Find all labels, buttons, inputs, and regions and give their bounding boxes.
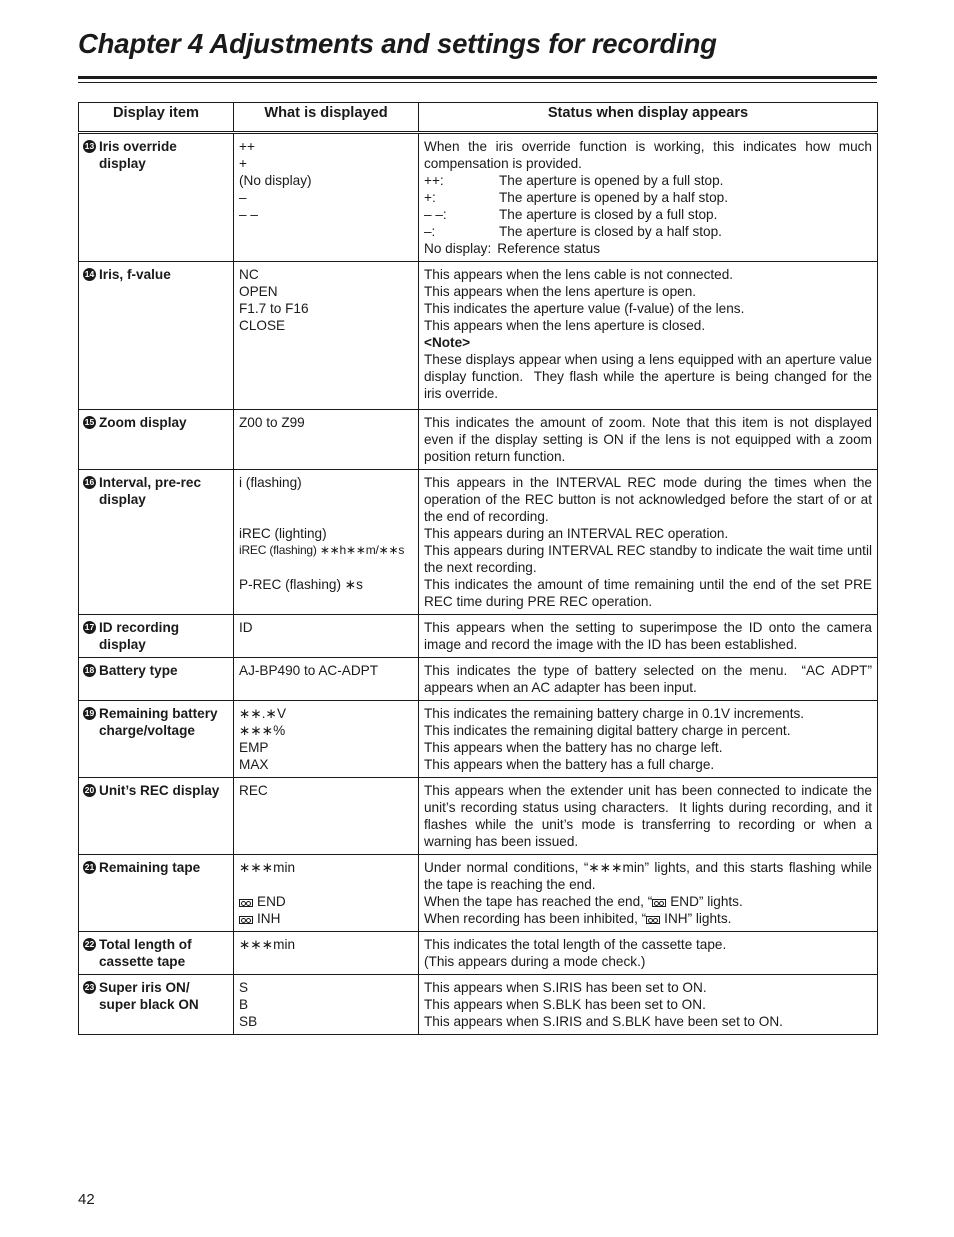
displayed-value: ID — [239, 620, 253, 635]
header-status: Status when display appears — [419, 103, 878, 133]
status-text: Under normal conditions, “∗∗∗min” lights, and this starts flashing while the tape is reaching the end. — [424, 860, 876, 892]
status-text: This indicates the remaining battery charge in 0.1V increments. — [424, 706, 805, 721]
status-cell — [419, 470, 878, 615]
displayed-value: B — [239, 997, 249, 1012]
displayed-cell — [234, 975, 419, 1035]
display-item-name: Iris override display — [99, 139, 177, 171]
cassette-tape-icon — [239, 916, 253, 924]
status-text: (This appears during a mode check.) — [424, 954, 646, 969]
header-display-item: Display item — [79, 103, 234, 133]
display-item-cell — [79, 975, 234, 1035]
page-number: 42 — [78, 1191, 95, 1208]
displayed-value: Z00 to Z99 — [239, 415, 305, 430]
displayed-value — [239, 559, 413, 576]
status-key: ++: — [424, 173, 444, 188]
table-row — [79, 932, 878, 975]
displayed-value: SB — [239, 1014, 258, 1029]
status-text: Reference status — [497, 241, 601, 256]
displayed-value: AJ-BP490 to AC-ADPT — [239, 663, 379, 678]
display-item-name: ID recording display — [99, 620, 180, 652]
chapter-title: Chapter 4 Adjustments and settings for recording — [78, 28, 717, 59]
displayed-value: REC — [239, 783, 268, 798]
item-number-badge: 21 — [84, 862, 95, 872]
displayed-cell — [234, 133, 419, 262]
table-row — [79, 470, 878, 615]
title-divider — [78, 76, 877, 83]
displayed-cell — [234, 932, 419, 975]
displayed-cell — [234, 778, 419, 855]
displayed-value: EMP — [239, 740, 269, 755]
status-cell — [419, 658, 878, 701]
status-text: The aperture is opened by a half stop. — [499, 190, 728, 205]
displayed-value: iREC (flashing) ∗∗h∗∗m/∗∗s — [239, 543, 405, 557]
displayed-cell — [234, 615, 419, 658]
display-item-name: Zoom display — [99, 415, 187, 430]
displayed-cell — [234, 701, 419, 778]
displayed-value: MAX — [239, 757, 269, 772]
status-text: This appears when the lens aperture is closed. — [424, 318, 706, 333]
item-number-badge: 16 — [84, 477, 95, 487]
status-text: This appears during INTERVAL REC standby to indicate the wait time until the next recording. — [424, 543, 876, 575]
status-cell — [419, 701, 878, 778]
table-row — [79, 975, 878, 1035]
display-item-name: Remaining battery charge/voltage — [99, 706, 218, 738]
displayed-value: S — [239, 980, 249, 995]
status-cell — [419, 615, 878, 658]
displayed-value: ++ — [239, 139, 255, 154]
item-number-badge: 20 — [84, 785, 95, 795]
item-number-badge: 15 — [84, 417, 95, 427]
displayed-value: iREC (lighting) — [239, 526, 327, 541]
displayed-value: INH — [257, 911, 281, 926]
displayed-value: ∗∗∗% — [239, 723, 286, 738]
displayed-value: P-REC (flashing) ∗s — [239, 577, 363, 592]
status-text: This indicates the total length of the cassette tape. — [424, 937, 727, 952]
note-label: <Note> — [424, 335, 471, 350]
status-text: This indicates the aperture value (f-value) of the lens. — [424, 301, 745, 316]
displayed-value: END — [257, 894, 286, 909]
status-text: This appears when S.IRIS has been set to ON. — [424, 980, 707, 995]
status-cell — [419, 778, 878, 855]
display-item-name: Iris, f-value — [99, 267, 171, 282]
item-number-badge: 23 — [84, 982, 95, 992]
display-item-cell — [79, 615, 234, 658]
displayed-cell — [234, 262, 419, 410]
status-text: When the tape has reached the end, “ — [424, 894, 653, 909]
item-number-badge: 13 — [84, 141, 95, 151]
display-item-cell — [79, 133, 234, 262]
displayed-value: CLOSE — [239, 318, 286, 333]
display-item-cell — [79, 701, 234, 778]
status-text: The aperture is closed by a full stop. — [499, 207, 718, 222]
displayed-value: – — [239, 190, 247, 205]
status-cell — [419, 133, 878, 262]
table-header-row — [79, 103, 878, 133]
display-item-name: Battery type — [99, 663, 178, 678]
display-item-name: Total length of cassette tape — [99, 937, 192, 969]
displayed-value: ∗∗.∗V — [239, 706, 287, 721]
status-text: This indicates the type of battery selected on the menu. “AC ADPT” appears when an AC adapter has been input. — [424, 663, 876, 695]
displayed-value: F1.7 to F16 — [239, 301, 309, 316]
displayed-value: ∗∗∗min — [239, 937, 296, 952]
display-item-name: Interval, pre-rec display — [99, 475, 201, 507]
displayed-value: i (flashing) — [239, 475, 302, 490]
displayed-cell — [234, 855, 419, 932]
status-text: This appears in the INTERVAL REC mode during the times when the operation of the REC button is not acknowledged before the start of or at the end of recording. — [424, 475, 876, 524]
status-text: This appears when the extender unit has been connected to indicate the unit’s recording status using characters. It lights during recording, and it flashes while the unit’s mode is transferring to recording or when a warning has been issued. — [424, 783, 876, 849]
status-text: This appears when S.IRIS and S.BLK have been set to ON. — [424, 1014, 783, 1029]
status-key: –: — [424, 224, 436, 239]
status-key: +: — [424, 190, 436, 205]
status-cell — [419, 855, 878, 932]
displayed-value — [239, 876, 413, 893]
table-row — [79, 778, 878, 855]
table-row — [79, 133, 878, 262]
displayed-cell — [234, 410, 419, 470]
displayed-value: ∗∗∗min — [239, 860, 296, 875]
display-item-cell — [79, 470, 234, 615]
display-item-name: Unit’s REC display — [99, 783, 220, 798]
status-text: This indicates the amount of time remaining until the end of the set PRE REC time during PRE REC operation. — [424, 577, 876, 609]
table-row — [79, 658, 878, 701]
status-text: This indicates the amount of zoom. Note that this item is not displayed even if the display setting is ON if the lens is not equipped with a zoom position return function. — [424, 415, 876, 464]
display-item-cell — [79, 855, 234, 932]
table-row — [79, 410, 878, 470]
displayed-value — [239, 491, 413, 508]
display-item-cell — [79, 932, 234, 975]
item-number-badge: 14 — [84, 269, 95, 279]
status-text: This appears when the setting to superimpose the ID onto the camera image and record the image with the ID has been established. — [424, 620, 876, 652]
status-text: The aperture is opened by a full stop. — [499, 173, 724, 188]
display-item-name: Super iris ON/ super black ON — [99, 980, 199, 1012]
cassette-tape-icon — [239, 899, 253, 907]
displayed-value: (No display) — [239, 173, 312, 188]
item-number-badge: 17 — [84, 622, 95, 632]
item-number-badge: 19 — [84, 708, 95, 718]
displayed-value: OPEN — [239, 284, 278, 299]
table-row — [79, 615, 878, 658]
item-number-badge: 22 — [84, 939, 95, 949]
status-text: When recording has been inhibited, “ — [424, 911, 647, 926]
status-text: This appears when S.BLK has been set to ON. — [424, 997, 706, 1012]
status-key: – –: — [424, 207, 447, 222]
status-text: This appears during an INTERVAL REC operation. — [424, 526, 729, 541]
note-text: These displays appear when using a lens equipped with an aperture value display function. They flash while the aperture is being changed for the iris override. — [424, 352, 876, 401]
displayed-value: – – — [239, 207, 258, 222]
display-item-cell — [79, 778, 234, 855]
displayed-cell — [234, 658, 419, 701]
display-items-table — [78, 102, 878, 1035]
displayed-value: NC — [239, 267, 259, 282]
cassette-tape-icon — [652, 899, 666, 907]
header-what-is-displayed: What is displayed — [234, 103, 419, 133]
status-cell — [419, 975, 878, 1035]
cassette-tape-icon — [646, 916, 660, 924]
display-item-cell — [79, 658, 234, 701]
status-text: This appears when the lens aperture is open. — [424, 284, 697, 299]
status-text: INH” lights. — [664, 911, 732, 926]
display-item-cell — [79, 410, 234, 470]
table-row — [79, 262, 878, 410]
status-cell — [419, 932, 878, 975]
status-text: This appears when the lens cable is not connected. — [424, 267, 734, 282]
status-text: The aperture is closed by a half stop. — [499, 224, 722, 239]
item-number-badge: 18 — [84, 665, 95, 675]
status-text: This indicates the remaining digital battery charge in percent. — [424, 723, 791, 738]
status-key: No display: — [424, 241, 492, 256]
display-item-cell — [79, 262, 234, 410]
displayed-value — [239, 508, 413, 525]
displayed-value: + — [239, 156, 247, 171]
displayed-cell — [234, 470, 419, 615]
status-text: When the iris override function is working, this indicates how much compensation is provided. — [424, 139, 876, 171]
table-row — [79, 701, 878, 778]
table-row — [79, 855, 878, 932]
status-text: END” lights. — [670, 894, 743, 909]
status-cell — [419, 410, 878, 470]
status-cell — [419, 262, 878, 410]
status-text: This appears when the battery has no charge left. — [424, 740, 723, 755]
display-item-name: Remaining tape — [99, 860, 201, 875]
status-text: This appears when the battery has a full charge. — [424, 757, 715, 772]
